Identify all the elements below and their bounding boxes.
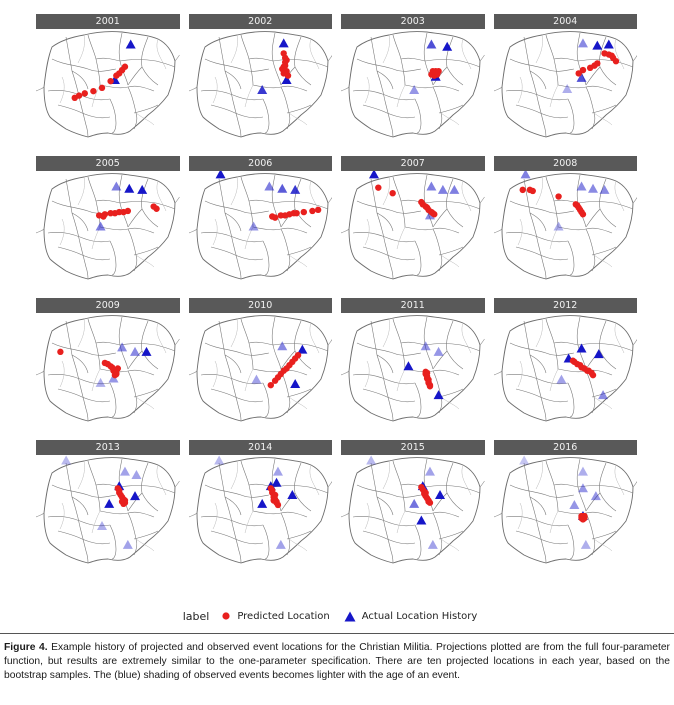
map-panel-2014 xyxy=(189,440,333,566)
predicted-location-dot xyxy=(424,370,430,376)
map-panel-2009 xyxy=(36,298,180,424)
map-panel-2013 xyxy=(36,440,180,566)
legend-item-predicted xyxy=(221,611,329,622)
legend-title: label xyxy=(182,609,210,623)
panel-year-label: 2014 xyxy=(189,440,333,455)
red-dot-icon xyxy=(221,611,231,621)
panel-year-label: 2008 xyxy=(494,156,638,171)
nigeria-map xyxy=(494,171,638,282)
caption-text: Example history of projected and observed event locations for the Christian Militia. Projections plotted are from the full four-parameter function, but results are extremely similar to the one-parameter specification. There are ten projected locations in each year, based on the bootstrap samples. The (blue) shading of observed events becomes lighter with the age of an event. xyxy=(4,642,670,681)
predicted-location-dot xyxy=(579,515,585,521)
predicted-location-dot xyxy=(280,368,286,374)
map-panel-2008 xyxy=(494,156,638,282)
predicted-location-dot xyxy=(283,57,289,63)
predicted-location-dot xyxy=(578,209,584,215)
predicted-location-dot xyxy=(280,70,286,76)
predicted-location-dot xyxy=(271,214,277,220)
predicted-location-dot xyxy=(526,187,532,193)
panel-year-label: 2012 xyxy=(494,298,638,313)
predicted-location-dot xyxy=(120,209,126,215)
predicted-location-dot xyxy=(601,50,607,56)
nigeria-map xyxy=(36,313,180,424)
panel-year-label: 2016 xyxy=(494,440,638,455)
predicted-location-dot xyxy=(153,206,159,212)
panel-year-label: 2002 xyxy=(189,14,333,29)
predicted-location-dot xyxy=(608,52,614,58)
nigeria-map xyxy=(341,455,485,566)
predicted-location-dot xyxy=(594,60,600,66)
panel-year-label: 2004 xyxy=(494,14,638,29)
map-panel-2002 xyxy=(189,14,333,140)
predicted-location-dot xyxy=(571,359,577,365)
predicted-location-dot xyxy=(82,90,88,96)
map-panel-2016 xyxy=(494,440,638,566)
legend xyxy=(0,607,674,625)
panel-year-label: 2015 xyxy=(341,440,485,455)
predicted-location-dot xyxy=(281,212,287,218)
predicted-location-dot xyxy=(309,208,315,214)
map-panel-grid xyxy=(36,14,638,566)
predicted-location-dot xyxy=(100,213,106,219)
map-panel-2012 xyxy=(494,298,638,424)
predicted-location-dot xyxy=(113,371,119,377)
predicted-location-dot xyxy=(425,498,431,504)
panel-year-label: 2005 xyxy=(36,156,180,171)
panel-year-label: 2006 xyxy=(189,156,333,171)
nigeria-map xyxy=(494,29,638,140)
nigeria-map xyxy=(494,313,638,424)
figure-caption xyxy=(0,633,674,705)
predicted-location-dot xyxy=(314,207,320,213)
panel-year-label: 2011 xyxy=(341,298,485,313)
predicted-location-dot xyxy=(281,62,287,68)
nigeria-map xyxy=(189,171,333,282)
predicted-location-dot xyxy=(274,374,280,380)
nigeria-map xyxy=(189,29,333,140)
predicted-location-dot xyxy=(422,203,428,209)
predicted-location-dot xyxy=(116,70,122,76)
nigeria-map xyxy=(494,455,638,566)
predicted-location-dot xyxy=(107,78,113,84)
map-panel-2006 xyxy=(189,156,333,282)
map-panel-2015 xyxy=(341,440,485,566)
predicted-location-dot xyxy=(430,210,436,216)
predicted-location-dot xyxy=(300,209,306,215)
predicted-location-dot xyxy=(270,497,276,503)
nigeria-map xyxy=(36,171,180,282)
map-panel-2003 xyxy=(341,14,485,140)
predicted-location-dot xyxy=(72,95,78,101)
predicted-location-dot xyxy=(575,70,581,76)
nigeria-map xyxy=(341,171,485,282)
predicted-location-dot xyxy=(589,372,595,378)
predicted-location-dot xyxy=(519,187,525,193)
predicted-location-dot xyxy=(286,362,292,368)
predicted-location-dot xyxy=(586,65,592,71)
panel-year-label: 2013 xyxy=(36,440,180,455)
predicted-location-dot xyxy=(57,349,63,355)
predicted-location-dot xyxy=(425,380,431,386)
predicted-location-dot xyxy=(90,88,96,94)
predicted-location-dot xyxy=(290,210,296,216)
map-panel-2004 xyxy=(494,14,638,140)
predicted-location-dot xyxy=(99,85,105,91)
legend-item-actual xyxy=(344,611,478,622)
panel-year-label: 2007 xyxy=(341,156,485,171)
map-panel-2011 xyxy=(341,298,485,424)
map-panel-2001 xyxy=(36,14,180,140)
predicted-location-dot xyxy=(431,69,437,75)
legend-label-predicted: Predicted Location xyxy=(237,610,330,622)
predicted-location-dot xyxy=(267,382,273,388)
predicted-location-dot xyxy=(422,490,428,496)
map-panel-2010 xyxy=(189,298,333,424)
nigeria-map xyxy=(341,313,485,424)
predicted-location-dot xyxy=(375,184,381,190)
predicted-location-dot xyxy=(555,193,561,199)
predicted-location-dot xyxy=(572,201,578,207)
map-panel-2007 xyxy=(341,156,485,282)
panel-year-label: 2009 xyxy=(36,298,180,313)
panel-year-label: 2003 xyxy=(341,14,485,29)
nigeria-map xyxy=(36,29,180,140)
predicted-location-dot xyxy=(112,210,118,216)
nigeria-map xyxy=(341,29,485,140)
map-panel-2005 xyxy=(36,156,180,282)
predicted-location-dot xyxy=(109,364,115,370)
legend-label-actual: Actual Location History xyxy=(361,610,478,622)
panel-year-label: 2001 xyxy=(36,14,180,29)
nigeria-map xyxy=(189,455,333,566)
blue-triangle-icon xyxy=(344,611,356,622)
predicted-location-dot xyxy=(119,498,125,504)
caption-label: Figure 4. xyxy=(4,642,48,653)
nigeria-map xyxy=(189,313,333,424)
panel-year-label: 2010 xyxy=(189,298,333,313)
nigeria-map xyxy=(36,455,180,566)
predicted-location-dot xyxy=(612,58,618,64)
predicted-location-dot xyxy=(389,190,395,196)
predicted-location-dot xyxy=(291,355,297,361)
